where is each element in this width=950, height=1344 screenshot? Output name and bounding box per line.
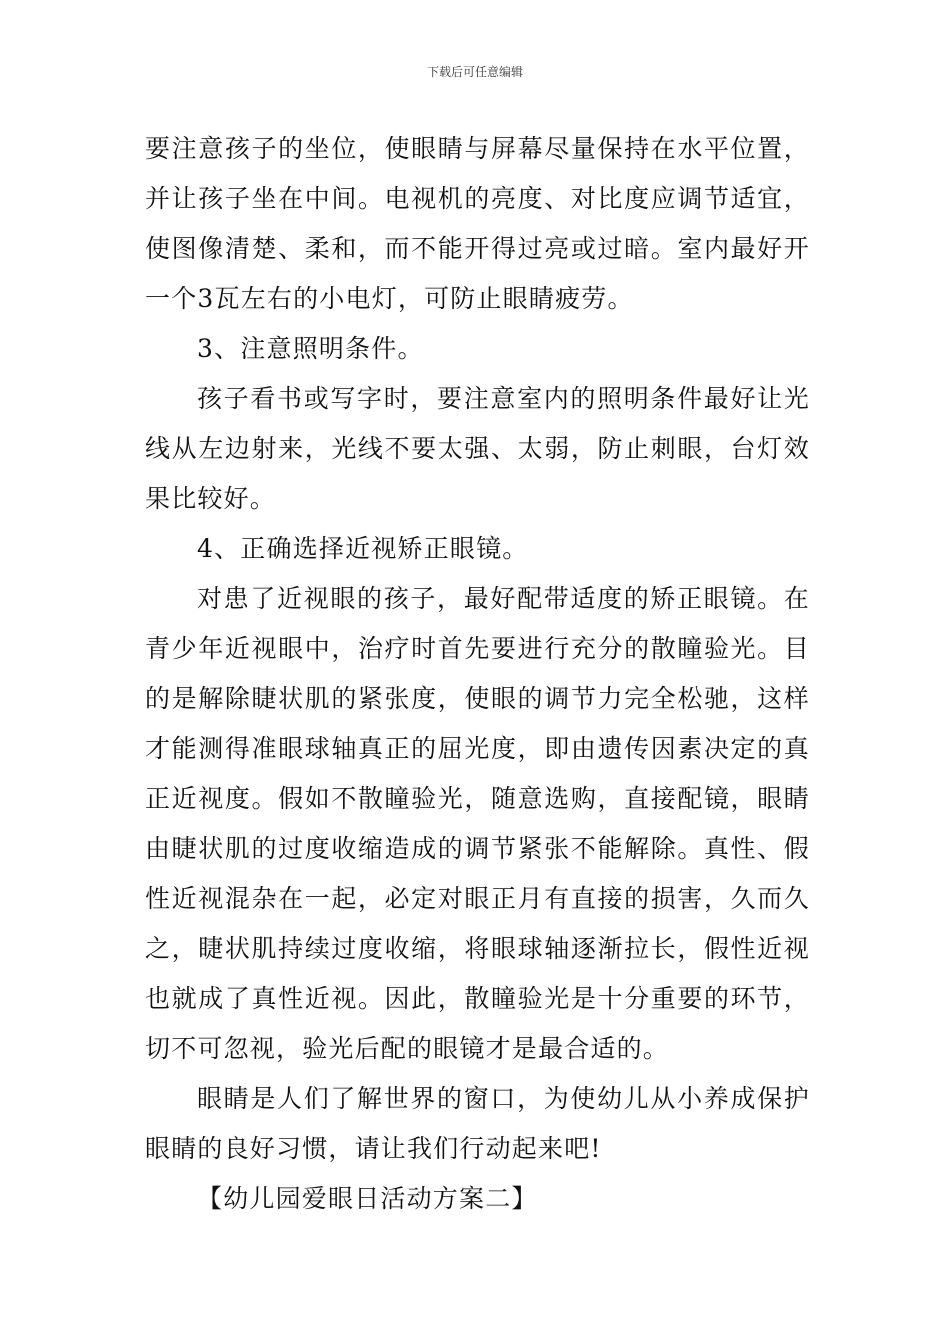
heading-lighting: 3、注意照明条件。 (197, 334, 424, 363)
paragraph-glasses: 对患了近视眼的孩子，最好配带适度的矫正眼镜。在青少年近视眼中，治疗时首先要进行充分的散瞳验光。目的是解除睫状肌的紧张度，使眼的调节力完全松驰，这样才能测得准眼球轴真正的屈光度，即由遗传因素决定的真正近视度。假如不散瞳验光，随意选购，直接配镜，眼睛由睫状肌的过度收缩造成的调节紧张不能解除。真性、假性近视混杂在一起，必定对眼正月有直接的损害，久而久之，睫状肌持续过度收缩，将眼球轴逐渐拉长，假性近视也就成了真性近视。因此，散瞳验光是十分重要的环节，切不可忽视，验光后配的眼镜才是最合适的。 (145, 584, 810, 1063)
paragraph-conclusion: 眼睛是人们了解世界的窗口，为使幼儿从小养成保护眼睛的良好习惯，请让我们行动起来吧! (145, 1084, 810, 1163)
paragraph-tv-viewing: 要注意孩子的坐位，使眼睛与屏幕尽量保持在水平位置，并让孩子坐在中间。电视机的亮度、对比度应调节适宜，使图像清楚、柔和，而不能开得过亮或过暗。室内最好开一个3瓦左右的小电灯，可防止眼睛疲劳。 (145, 134, 810, 313)
section-title-plan-two: 【幼儿园爱眼日活动方案二】 (197, 1184, 538, 1213)
heading-glasses: 4、正确选择近视矫正眼镜。 (197, 534, 529, 563)
page-header: 下载后可任意编辑 (426, 65, 523, 79)
paragraph-lighting: 孩子看书或写字时，要注意室内的照明条件最好让光线从左边射来，光线不要太强、太弱，防止刺眼，台灯效果比较好。 (145, 384, 810, 513)
document-body (145, 124, 810, 1224)
